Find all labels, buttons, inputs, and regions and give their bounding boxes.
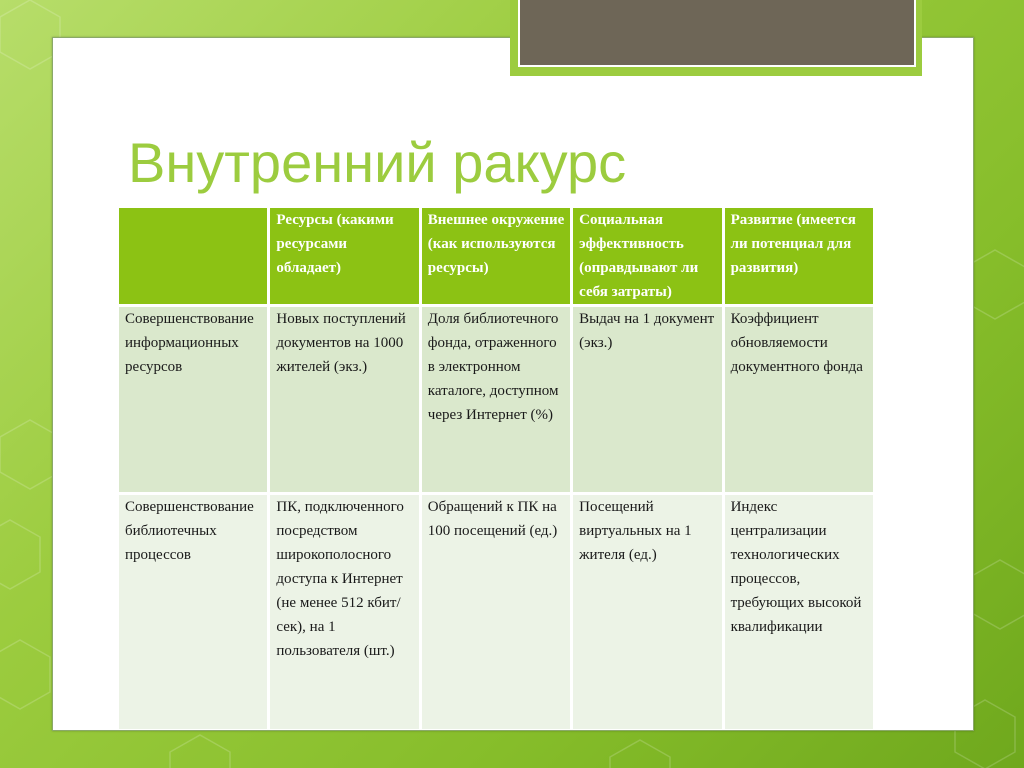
table-cell: Новых поступлений документов на 1000 жителей (экз.) — [270, 307, 418, 492]
decorative-title-box — [518, 0, 916, 67]
header-cell-development: Развитие (имеется ли потенциал для развития) — [725, 208, 873, 304]
table-cell: Доля библиотечного фонда, отраженного в электронном каталоге, доступном через Интернет (%) — [422, 307, 570, 492]
table-cell: ПК, подключенного посредством широкополосного доступа к Интернет (не менее 512 кбит/сек), на 1 пользователя (шт.) — [270, 495, 418, 729]
table-cell-row-label: Совершенствование информационных ресурсов — [119, 307, 267, 492]
table-cell-row-label: Совершенствование библиотечных процессов — [119, 495, 267, 729]
header-cell-environment: Внешнее окружение (как используются ресурсы) — [422, 208, 570, 304]
page-title: Внутренний ракурс — [128, 131, 627, 194]
indicators-table — [116, 205, 876, 732]
table-cell: Коэффициент обновляемости документного фонда — [725, 307, 873, 492]
table-row — [119, 495, 873, 729]
table-header-row — [119, 208, 873, 304]
table-cell: Обращений к ПК на 100 посещений (ед.) — [422, 495, 570, 729]
header-cell-resources: Ресурсы (какими ресурсами обладает) — [270, 208, 418, 304]
table-cell: Выдач на 1 документ (экз.) — [573, 307, 721, 492]
table-cell: Индекс централизации технологических процессов, требующих высокой квалификации — [725, 495, 873, 729]
table-cell: Посещений виртуальных на 1 жителя (ед.) — [573, 495, 721, 729]
header-cell-social-efficiency: Социальная эффективность (оправдывают ли себя затраты) — [573, 208, 721, 304]
table-row — [119, 307, 873, 492]
header-cell-empty — [119, 208, 267, 304]
